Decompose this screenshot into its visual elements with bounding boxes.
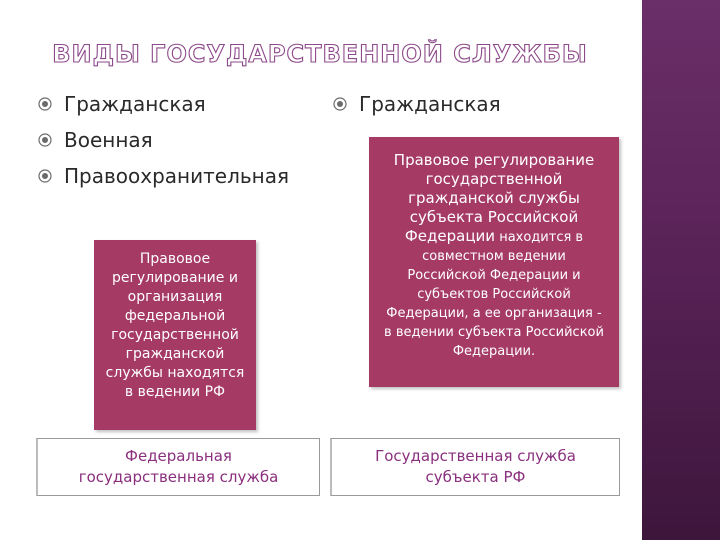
box-line: Федерации. [452, 344, 536, 359]
box-line: Правовое [139, 251, 211, 267]
list-item-label: Правоохранительная [64, 164, 289, 188]
box-line: регулирование и [112, 270, 238, 286]
box-line: государственной [425, 170, 563, 188]
sun-bullet-icon [38, 97, 52, 111]
box-line: гражданской службы [408, 189, 580, 207]
box-line: организация [127, 289, 223, 305]
list-item [38, 158, 289, 194]
box-line-small-part: находится в [495, 230, 584, 245]
box-line: субъекта Российской [409, 208, 579, 226]
box-line: в ведении субъекта Российской [384, 325, 604, 340]
regional-description-box [369, 137, 619, 387]
slide-title: ВИДЫ ГОСУДАРСТВЕННОЙ СЛУЖБЫ [52, 40, 588, 68]
sun-bullet-icon [38, 133, 52, 147]
federal-service-label [36, 438, 320, 496]
regional-service-label [330, 438, 620, 496]
label-line: субъекта РФ [425, 468, 526, 486]
box-line: Федерации, а ее организация - [386, 306, 602, 321]
federal-description-box [94, 240, 256, 430]
sun-bullet-icon [38, 169, 52, 183]
box-line: гражданской [125, 346, 225, 362]
decorative-sidebar [640, 0, 720, 540]
sidebar-divider [640, 0, 642, 540]
label-line: государственная служба [78, 468, 279, 486]
right-bullet-list [333, 86, 501, 122]
list-item-label: Гражданская [64, 92, 206, 116]
label-line: Государственная служба [375, 447, 576, 465]
box-line [373, 227, 615, 247]
label-line: Федеральная [125, 447, 232, 465]
box-line: службы находятся [105, 365, 245, 381]
box-line: совместном ведении [422, 249, 566, 264]
list-item [38, 86, 289, 122]
box-line: Правовое регулирование [393, 151, 595, 169]
box-line: субъектов Российской [417, 287, 571, 302]
list-item-label: Военная [64, 128, 153, 152]
box-line: государственной [111, 327, 239, 343]
sun-bullet-icon [333, 97, 347, 111]
box-line: Российской Федерации и [407, 268, 581, 283]
list-item [333, 86, 501, 122]
list-item-label: Гражданская [359, 92, 501, 116]
box-line: федеральной [124, 308, 226, 324]
box-line: в ведении РФ [124, 384, 226, 400]
left-bullet-list [38, 86, 289, 194]
list-item [38, 122, 289, 158]
box-line-big-part: Федерации [404, 227, 496, 245]
